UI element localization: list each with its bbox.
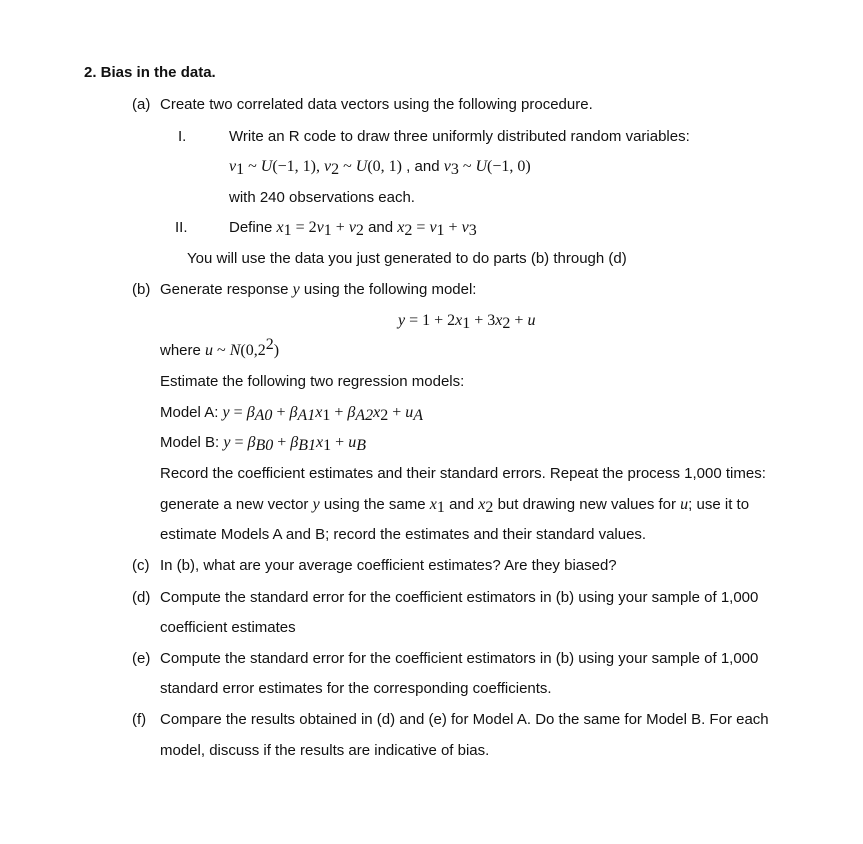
part-f-label: (f) bbox=[132, 711, 147, 728]
part-a-note: You will use the data you just generated to do parts (b) through (d) bbox=[187, 250, 627, 267]
estimate-text: Estimate the following two regression models: bbox=[160, 373, 465, 390]
model-b-formula: Model B: $y = \beta_{B0} + \beta_{B1}x_1 + u_B$ bbox=[160, 434, 366, 454]
part-c-text: In (b), what are your average coefficient estimates? Are they biased? bbox=[160, 557, 617, 574]
gen-text-2: using the same bbox=[323, 496, 426, 513]
part-f-line-1: Compare the results obtained in (d) and (e) for Model A. Do the same for Model B. For each bbox=[160, 711, 769, 728]
gen-text-4: but drawing new values for bbox=[497, 496, 676, 513]
model-a-label: Model A: bbox=[160, 404, 219, 421]
model-b-label: Model B: bbox=[160, 434, 220, 451]
part-b-label: (b) bbox=[132, 281, 151, 298]
and-word-2: and bbox=[368, 219, 394, 236]
part-d-line-1: Compute the standard error for the coefficient estimators in (b) using your sample of 1,000 bbox=[160, 589, 759, 606]
part-b-text: Generate response y using the following model: bbox=[160, 281, 477, 298]
section-title: 2. Bias in the data. bbox=[84, 64, 216, 81]
part-c-label: (c) bbox=[132, 557, 150, 574]
part-b-text-post: using the following model: bbox=[303, 281, 477, 298]
distributions-formula: $v_1$ ~ U(−1, 1), $v_2$ ~ U(0, 1) , and $v_3$ ~ U(−1, 0) bbox=[229, 158, 531, 178]
part-a-text: Create two correlated data vectors using the following procedure. bbox=[160, 96, 593, 113]
part-e-label: (e) bbox=[132, 650, 151, 667]
step-2-numeral: II. bbox=[175, 219, 188, 236]
gen-text-3: and bbox=[449, 496, 475, 513]
define-word: Define bbox=[229, 219, 273, 236]
generate-text: generate a new vector y using the same $x_1$ and $x_2$ but drawing new values for u; use it to bbox=[160, 496, 750, 516]
step-1-text: Write an R code to draw three uniformly distributed random variables: bbox=[229, 128, 690, 145]
step-2-definition: Define $x_1 = 2v_1 + v_2$ and $x_2 = v_1 + v_3$ bbox=[229, 219, 477, 239]
error-distribution: where u ~ $N(0,2^2)$ bbox=[160, 336, 280, 359]
part-f-line-2: model, discuss if the results are indicative of bias. bbox=[160, 742, 490, 759]
observations-text: with 240 observations each. bbox=[229, 189, 415, 206]
response-model-formula: $y = 1 + 2x_1 + 3x_2 + u$ bbox=[398, 312, 536, 332]
model-a-formula: Model A: $y = \beta_{A0} + \beta_{A1}x_1 + \beta_{A2}x_2 + u_A$ bbox=[160, 404, 424, 424]
part-b-text-pre: Generate response bbox=[160, 281, 289, 298]
part-d-line-2: coefficient estimates bbox=[160, 619, 296, 636]
part-a-label: (a) bbox=[132, 96, 151, 113]
part-e-line-2: standard error estimates for the corresponding coefficients. bbox=[160, 680, 552, 697]
gen-text-1: generate a new vector bbox=[160, 496, 309, 513]
estimate-models-text: estimate Models A and B; record the estimates and their standard values. bbox=[160, 526, 647, 543]
record-text: Record the coefficient estimates and their standard errors. Repeat the process 1,000 times: bbox=[160, 465, 766, 482]
and-word-1: and bbox=[414, 158, 440, 175]
gen-text-5: ; use it to bbox=[688, 496, 750, 513]
where-word: where bbox=[160, 342, 201, 359]
step-1-numeral: I. bbox=[178, 128, 187, 145]
part-d-label: (d) bbox=[132, 589, 151, 606]
part-e-line-1: Compute the standard error for the coefficient estimators in (b) using your sample of 1,000 bbox=[160, 650, 759, 667]
